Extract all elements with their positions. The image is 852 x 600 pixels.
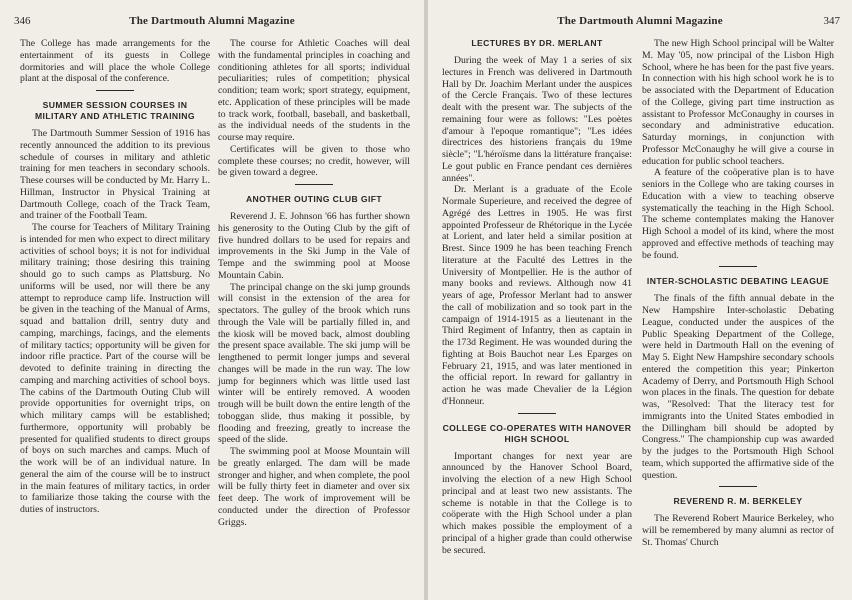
divider bbox=[719, 266, 757, 267]
left-column-1 bbox=[20, 38, 210, 516]
paragraph: The swimming pool at Moose Mountain will be greatly enlarged. The dam will be made stronger and higher, and when complete, the pool will be fully thirty feet in diameter and over six feet deep. The work of improvement will be conducted under the direction of Professor Griggs. bbox=[218, 446, 410, 528]
page-number: 347 bbox=[823, 15, 840, 27]
right-column-1 bbox=[442, 38, 632, 556]
paragraph: Important changes for next year are announced by the Hanover School Board, involving the election of a new High School principal and at least two new assistants. The scheme is notable in that the College is to coöperate with the High School under a plan which makes possible the employment of a principal of a higher grade than could otherwise be secured. bbox=[442, 450, 632, 556]
paragraph: The new High School principal will be Walter M. May '05, now principal of the Lisbon High School, where he has been for the past five years. In connection with his high school work he is to be associated with the Department of Education of the College, giving part time instruction as assistant to Professor McConaughy in courses in secondary and administrative education. Saturday mornings, in conjunction with Professor McConaughy he will give a course in education for public school teachers. bbox=[642, 38, 834, 167]
running-head: The Dartmouth Alumni Magazine bbox=[129, 15, 295, 27]
left-column-2 bbox=[218, 38, 410, 528]
running-head: The Dartmouth Alumni Magazine bbox=[557, 15, 723, 27]
paragraph: The Reverend Robert Maurice Berkeley, who will be remembered by many alumni as rector of St. Thomas' Church bbox=[642, 513, 834, 548]
paragraph: During the week of May 1 a series of six lectures in French was delivered in Dartmouth Hall by Dr. Joachim Merlant under the auspices of the Cercle Français. Two of these lectures dealt with the present war. The subjects of the remaining four were as follows: "Les poètes d'amour à l'epoque romantique"; "Les idées directrices des historiens français du 19me siècle"; "L'héroïsme dans la littérature française: Le gout public en France pendant ces dernières années". bbox=[442, 55, 632, 184]
left-page bbox=[0, 0, 424, 600]
section-heading: LECTURES BY DR. MERLANT bbox=[471, 38, 603, 48]
paragraph: Dr. Merlant is a graduate of the Ecole Normale Superieure, and received the degree of Agrégé des Lettres in 1905. He was first appointed Professeur de Rhétorique in the Lycée at Lorient, and later held a similar position at Brest. Since 1909 he has been teaching French literature at the Faculté des Lettres in the University of Montpellier. He is the author of many books and reviews. Although now 41 years of age, Professor Merlant had to answer the call of mobilization and so took part in the campaign of 1914-1915 as a lieutenant in the Third Regiment of Infantry, then as captain in the 173d Regiment. He was wounded during the fighting at Bois Bauchot near Les Eparges on February 21, 1915, and was later mentioned in the official report. In reward for gallantry in action he was made Chevalier de la Légion d'Honneur. bbox=[442, 184, 632, 407]
divider bbox=[518, 413, 556, 414]
section-heading: INTER-SCHOLASTIC DEBATING LEAGUE bbox=[646, 276, 830, 287]
paragraph: Certificates will be given to those who complete these courses; no credit, however, will be given toward a degree. bbox=[218, 143, 410, 179]
right-page bbox=[428, 0, 852, 600]
paragraph: The finals of the fifth annual debate in the New Hampshire Inter-scholastic Debating League, conducted under the auspices of the Public Speaking Department of the College, were held in Dartmouth Hall on the evening of May 5. Eight New Hampshire secondary schools entered the competition this year; Pinkerton Academy of Derry, and Portsmouth High School won places in the finals. The question for debate was, "Resolved: That the literacy test for immigrants into the United States embodied in the Dillingham bill should be adopted by Congress." The championship cup was awarded by the judges to the Portsmouth High School team, which supported the affirmative side of the question. bbox=[642, 293, 834, 481]
paragraph: The course for Teachers of Military Training is intended for men who expect to direct military activities of school boys; it is not for individual military training; those desiring this training should go to such camps as Plattsburg. No uniforms will be used, nor will there be any attempt to reproduce camp life. Instruction will be given in the teaching of the Manual of Arms, squad and battalion drill, sentry duty and camping, marchings, facings, and the elements of military tactics; opportunity will be given for indoor rifle practice. Part of the course will be devoted to definite training in directing the camping and marching activities of school boys. The cabins of the Dartmouth Outing Club will provide opportunities for overnight trips, on which military camps will be established; furthermore, opportunity will probably be presented for qualified students to direct groups of boys on such marches and camps. Much of the work will be of an individual nature. In general the aim of the course will be to instruct in the main features of military tactics, in order to familiarize those taking the course with the duties of instructors. bbox=[20, 222, 210, 515]
left-header bbox=[0, 15, 424, 31]
divider bbox=[295, 184, 333, 185]
section-heading: REVEREND R. M. BERKELEY bbox=[673, 496, 803, 507]
section-heading: ANOTHER OUTING CLUB GIFT bbox=[245, 194, 383, 204]
divider bbox=[719, 486, 757, 487]
divider bbox=[96, 90, 134, 91]
paragraph: A feature of the coöperative plan is to have seniors in the College who are taking courses in Education with a view to teaching observe systematically the teaching in the High School. The scheme contemplates making the Hanover High School a model of its kind, where the most approved and effective methods of teaching may be found. bbox=[642, 167, 834, 261]
page-number: 346 bbox=[14, 15, 31, 27]
right-column-2 bbox=[642, 38, 834, 549]
paragraph: The principal change on the ski jump grounds will consist in the extension of the area for spectators. The gulley of the brook which runs through the Vale will be partially filled in, and the kiosk will be moved back, almost doubling the present space available. The ski jump will be lengthened to permit longer jumps and several changes will be made in the run way. The low jump for beginners which was little used last winter will be entirely removed. A wooden trough will be built down the entire length of the toboggan slide, thus making it possible, by flooding and freezing, greatly to increase the speed of the slide. bbox=[218, 281, 410, 446]
section-heading: COLLEGE CO-OPERATES WITH HANOVER HIGH SCHOOL bbox=[442, 422, 632, 444]
section-heading: SUMMER SESSION COURSES IN MILITARY AND ATHLETIC TRAINING bbox=[35, 100, 195, 121]
paragraph: The Dartmouth Summer Session of 1916 has recently announced the addition to its previous schedule of courses in military and athletic training for men teachers in secondary schools. These courses will be conducted by Mr. Harry L. Hillman, Instructor in Physical Training at Dartmouth College, coach of the Track Team, and trainer of the Football Team. bbox=[20, 128, 210, 222]
right-header bbox=[428, 15, 852, 31]
paragraph: The course for Athletic Coaches will deal with the fundamental principles in coaching and conditioning athletes for all sports; individual peculiarities; rules of competition; physical condition; team work; sport strategy, equipment, etc. Application of these principles will be made to track work, football, baseball, and basketball, as the individual needs of the students in the course may require. bbox=[218, 38, 410, 143]
paragraph: Reverend J. E. Johnson '66 has further shown his generosity to the Outing Club by the gift of five hundred dollars to be used for repairs and improvements in the Ski Jump in the Vale of Tempe and the swimming pool at Moose Mountain Cabin. bbox=[218, 211, 410, 281]
paragraph: The College has made arrangements for the entertainment of its guests in College dormitories and will place the whole College plant at the disposal of the conference. bbox=[20, 38, 210, 85]
